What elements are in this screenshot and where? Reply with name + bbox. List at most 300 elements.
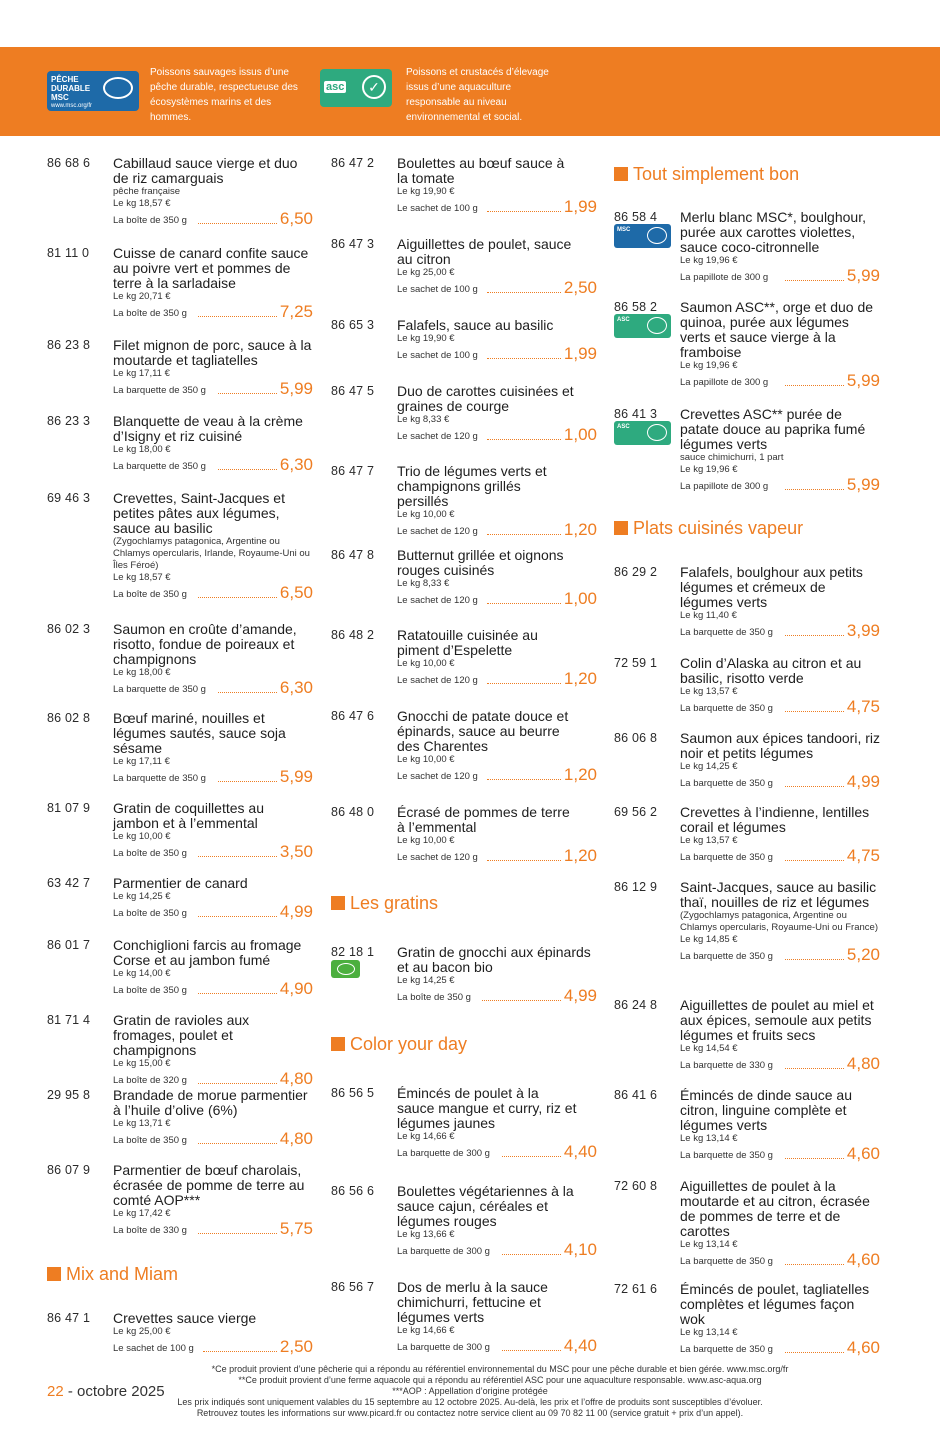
price-line — [680, 475, 880, 495]
product-unit: La barquette de 350 g — [113, 773, 206, 784]
product-code: 86 41 3 — [614, 407, 658, 421]
product-code: 86 47 2 — [331, 156, 375, 170]
price-line — [680, 371, 880, 391]
leader-dots — [218, 781, 277, 782]
product-price: 4,60 — [846, 1250, 880, 1269]
badge-text: ASC — [617, 424, 630, 430]
price-per-kg: Le kg 13,14 € — [680, 1327, 738, 1338]
product-price: 4,75 — [846, 846, 880, 865]
price-line — [397, 1336, 597, 1356]
product-unit: Le sachet de 100 g — [397, 284, 478, 295]
product-price: 1,99 — [563, 197, 597, 216]
product-code: 86 58 4 — [614, 210, 658, 224]
product-price: 1,20 — [563, 520, 597, 539]
product-unit: La papillote de 300 g — [680, 272, 769, 283]
product-code: 72 61 6 — [614, 1282, 658, 1296]
product-name: Cuisse de canard confite sauce au poivre vert et pommes de terre à la sarladaise — [113, 245, 309, 291]
product-name: Filet mignon de porc, sauce à la moutarde et tagliatelles — [113, 337, 312, 368]
product-origin: pêche française — [113, 186, 181, 197]
product-body — [397, 628, 597, 689]
product-unit: La barquette de 350 g — [680, 627, 773, 638]
price-per-kg: Le kg 11,40 € — [680, 610, 737, 621]
product-body — [680, 998, 880, 1074]
product-name: Émincés de poulet à la sauce mangue et curry, riz et légumes jaunes — [397, 1085, 577, 1131]
asc-logo-text: asc — [326, 81, 345, 93]
price-line — [113, 302, 313, 322]
product-unit: La barquette de 350 g — [113, 684, 206, 695]
product-price: 4,99 — [279, 902, 313, 921]
leader-dots — [502, 1254, 561, 1255]
leader-dots — [785, 786, 844, 787]
product-name: Gratin de gnocchi aux épinards et au bacon bio — [397, 944, 591, 975]
price-per-kg: Le kg 25,00 € — [113, 1326, 171, 1337]
leader-dots — [785, 635, 844, 636]
product-name: Gratin de ravioles aux fromages, poulet et champignons — [113, 1012, 250, 1058]
product-unit: Le sachet de 120 g — [397, 595, 478, 606]
price-line — [397, 669, 597, 689]
price-line — [680, 1144, 880, 1164]
product-price: 4,60 — [846, 1144, 880, 1163]
product-code: 86 56 5 — [331, 1086, 375, 1100]
product-name: Écrasé de pommes de terre à l’emmental — [397, 804, 570, 835]
asc-label-icon — [614, 421, 671, 445]
product-body — [397, 1086, 597, 1162]
product-unit: Le sachet de 120 g — [397, 526, 478, 537]
product-price: 5,99 — [846, 475, 880, 494]
product-body — [397, 464, 597, 540]
product-code: 86 23 8 — [47, 338, 91, 352]
product-body — [680, 210, 880, 286]
price-line — [397, 986, 597, 1006]
price-line — [680, 621, 880, 641]
leader-dots — [785, 860, 844, 861]
product-name: Crevettes sauce vierge — [113, 1310, 257, 1326]
product-origin: sauce chimichurri, 1 part — [680, 452, 784, 463]
product-price: 2,50 — [563, 278, 597, 297]
product-name: Trio de légumes verts et champignons grillés persillés — [397, 463, 547, 509]
product-origin: (Zygochlamys patagonica, Argentine ou Chlamys opercularis, Royaume-Uni ou France) — [680, 910, 878, 933]
product-body — [680, 805, 880, 866]
fish-check-icon — [103, 77, 133, 99]
product-name: Parmentier de canard — [113, 875, 248, 891]
product-unit: La papillote de 300 g — [680, 481, 769, 492]
leader-dots — [785, 711, 844, 712]
price-line — [113, 1219, 313, 1239]
price-per-kg: Le kg 18,00 € — [113, 444, 171, 455]
product-name: Gnocchi de patate douce et épinards, sauce au beurre des Charentes — [397, 708, 569, 754]
product-name: Brandade de morue parmentier à l’huile d’olive (6%) — [113, 1087, 308, 1118]
leader-dots — [502, 1156, 561, 1157]
product-body — [113, 414, 313, 475]
product-price: 4,40 — [563, 1142, 597, 1161]
product-unit: Le sachet de 100 g — [397, 203, 478, 214]
product-unit: La papillote de 300 g — [680, 377, 769, 388]
product-price: 4,90 — [279, 979, 313, 998]
leader-dots — [785, 385, 844, 386]
product-code: 86 47 3 — [331, 237, 375, 251]
leader-dots — [785, 489, 844, 490]
product-unit: Le sachet de 120 g — [397, 771, 478, 782]
product-price: 1,00 — [563, 589, 597, 608]
price-per-kg: Le kg 18,57 € — [113, 572, 171, 583]
product-unit: La boîte de 330 g — [113, 1225, 187, 1236]
price-per-kg: Le kg 17,11 € — [113, 368, 170, 379]
product-unit: La barquette de 350 g — [680, 1256, 773, 1267]
product-body — [113, 711, 313, 787]
price-line — [680, 1250, 880, 1270]
section-title: Plats cuisinés vapeur — [614, 518, 803, 539]
product-code: 86 41 6 — [614, 1088, 658, 1102]
msc-logo-url: www.msc.org/fr — [51, 103, 93, 109]
product-body — [113, 156, 313, 229]
product-code: 86 48 0 — [331, 805, 375, 819]
product-code: 86 24 8 — [614, 998, 658, 1012]
leader-dots — [785, 1264, 844, 1265]
product-name: Blanquette de veau à la crème d’Isigny et riz cuisiné — [113, 413, 303, 444]
price-line — [113, 455, 313, 475]
product-name: Émincés de dinde sauce au citron, linguine complète et légumes verts — [680, 1087, 852, 1133]
product-price: 4,99 — [846, 772, 880, 791]
product-body — [397, 805, 597, 866]
price-per-kg: Le kg 14,00 € — [113, 968, 171, 979]
product-unit: La boîte de 350 g — [113, 308, 187, 319]
product-body — [397, 548, 597, 609]
price-per-kg: Le kg 18,57 € — [113, 198, 171, 209]
price-per-kg: Le kg 14,25 € — [680, 761, 738, 772]
price-per-kg: Le kg 19,90 € — [397, 186, 455, 197]
price-per-kg: Le kg 19,96 € — [680, 464, 738, 475]
badge-text: MSC — [617, 227, 631, 233]
product-price: 6,50 — [279, 583, 313, 602]
product-unit: La barquette de 350 g — [680, 1344, 773, 1355]
check-icon: ✓ — [362, 75, 386, 99]
product-name: Merlu blanc MSC*, boulghour, purée aux carottes violettes, sauce coco-citronnelle — [680, 209, 866, 255]
product-code: 86 56 6 — [331, 1184, 375, 1198]
price-per-kg: Le kg 14,25 € — [113, 891, 171, 902]
price-per-kg: Le kg 19,96 € — [680, 255, 738, 266]
product-unit: La boîte de 350 g — [113, 589, 187, 600]
product-body — [680, 407, 880, 495]
price-line — [113, 979, 313, 999]
price-per-kg: Le kg 19,90 € — [397, 333, 455, 344]
footnote-msc: *Ce produit provient d’une pêcherie qui a répondu au référentiel environnemental du MSC pour une pêche durable et bien gérée. www.msc.org/fr — [211, 1364, 789, 1374]
product-price: 2,50 — [279, 1337, 313, 1356]
price-line — [680, 266, 880, 286]
leader-dots — [487, 439, 561, 440]
leader-dots — [198, 223, 277, 224]
footnote-aop: ***AOP : Appellation d’origine protégée — [392, 1386, 548, 1396]
msc-logo-text: PÊCHE DURABLE MSC — [51, 75, 91, 102]
price-per-kg: Le kg 13,14 € — [680, 1133, 738, 1144]
product-body — [397, 709, 597, 785]
header-banner — [0, 47, 940, 136]
product-price: 5,75 — [279, 1219, 313, 1238]
product-code: 81 11 0 — [47, 246, 90, 260]
product-name: Duo de carottes cuisinées et graines de courge — [397, 383, 574, 414]
leader-dots — [198, 1143, 277, 1144]
product-body — [680, 300, 880, 391]
price-per-kg: Le kg 20,71 € — [113, 291, 171, 302]
price-line — [113, 583, 313, 603]
price-per-kg: Le kg 17,11 € — [113, 756, 170, 767]
product-body — [680, 656, 880, 717]
product-name: Crevettes ASC** purée de patate douce au paprika fumé légumes verts — [680, 406, 866, 452]
leader-dots — [198, 916, 277, 917]
product-unit: Le sachet de 100 g — [113, 1343, 194, 1354]
product-body — [397, 318, 597, 364]
price-line — [397, 765, 597, 785]
price-per-kg: Le kg 8,33 € — [397, 414, 450, 425]
product-body — [113, 1013, 313, 1089]
product-name: Crevettes à l’indienne, lentilles corail et légumes — [680, 804, 870, 835]
product-code: 81 71 4 — [47, 1013, 91, 1027]
badge-ring — [337, 963, 355, 975]
product-unit: La barquette de 330 g — [680, 1060, 773, 1071]
product-unit: La barquette de 300 g — [397, 1246, 490, 1257]
product-name: Cabillaud sauce vierge et duo de riz camarguais — [113, 155, 298, 186]
product-body — [113, 491, 313, 603]
price-line — [397, 344, 597, 364]
leader-dots — [198, 1233, 277, 1234]
product-price: 3,50 — [279, 842, 313, 861]
price-per-kg: Le kg 14,54 € — [680, 1043, 738, 1054]
product-price: 5,20 — [846, 945, 880, 964]
price-per-kg: Le kg 10,00 € — [397, 509, 455, 520]
product-code: 72 59 1 — [614, 656, 658, 670]
product-code: 86 58 2 — [614, 300, 658, 314]
product-price: 1,20 — [563, 846, 597, 865]
product-code: 86 12 9 — [614, 880, 658, 894]
product-unit: La barquette de 350 g — [680, 1150, 773, 1161]
footnotes — [150, 1364, 790, 1419]
product-code: 82 18 1 — [331, 945, 375, 959]
product-price: 1,99 — [563, 344, 597, 363]
price-line — [397, 197, 597, 217]
price-line — [397, 1142, 597, 1162]
product-price: 4,80 — [279, 1129, 313, 1148]
product-body — [397, 384, 597, 445]
price-line — [397, 425, 597, 445]
product-name: Émincés de poulet, tagliatelles complètes et légumes façon wok — [680, 1281, 870, 1327]
leader-dots — [785, 1352, 844, 1353]
product-price: 6,30 — [279, 455, 313, 474]
product-name: Crevettes, Saint-Jacques et petites pâtes aux légumes, sauce au basilic — [113, 490, 285, 536]
product-name: Falafels, boulghour aux petits légumes et crémeux de légumes verts — [680, 564, 863, 610]
product-body — [113, 876, 313, 922]
asc-logo — [320, 69, 392, 107]
footnote-prices: Les prix indiqués sont uniquement valables du 15 septembre au 12 octobre 2025. Au-delà, les prix et l’offre de produits sont susceptibles d’évoluer. — [177, 1397, 763, 1407]
price-line — [680, 846, 880, 866]
product-name: Falafels, sauce au basilic — [397, 317, 554, 333]
product-unit: La barquette de 300 g — [397, 1148, 490, 1159]
product-name: Aiguillettes de poulet à la moutarde et au citron, écrasée de pommes de terre et de carottes — [680, 1178, 870, 1239]
product-price: 5,99 — [279, 379, 313, 398]
price-line — [680, 697, 880, 717]
leader-dots — [218, 393, 277, 394]
product-unit: La barquette de 350 g — [113, 385, 206, 396]
product-code: 63 42 7 — [47, 876, 91, 890]
price-line — [397, 278, 597, 298]
product-unit: La barquette de 350 g — [113, 461, 206, 472]
product-unit: La boîte de 320 g — [113, 1075, 187, 1086]
price-line — [397, 846, 597, 866]
product-price: 4,40 — [563, 1336, 597, 1355]
badge-ring — [647, 317, 667, 334]
product-unit: Le sachet de 120 g — [397, 431, 478, 442]
product-code: 29 95 8 — [47, 1088, 91, 1102]
product-name: Saumon en croûte d’amande, risotto, fondue de poireaux et champignons — [113, 621, 297, 667]
product-unit: La boîte de 350 g — [113, 848, 187, 859]
price-line — [113, 209, 313, 229]
page-number — [47, 1383, 165, 1400]
product-unit: La barquette de 350 g — [680, 703, 773, 714]
price-line — [680, 945, 880, 965]
product-body — [113, 338, 313, 399]
price-line — [680, 772, 880, 792]
product-name: Colin d’Alaska au citron et au basilic, risotto verde — [680, 655, 862, 686]
product-code: 86 68 6 — [47, 156, 91, 170]
asc-label-icon — [614, 314, 671, 338]
product-code: 72 60 8 — [614, 1179, 658, 1193]
section-title: Mix and Miam — [47, 1264, 178, 1285]
product-body — [113, 1311, 313, 1357]
footnote-contact: Retrouvez toutes les informations sur www.picard.fr ou contactez notre service client au 09 70 82 11 00 (service gratuit + prix d’un appel). — [196, 1408, 744, 1418]
product-name: Conchiglioni farcis au fromage Corse et au jambon fumé — [113, 937, 302, 968]
product-name: Saint-Jacques, sauce au basilic thaï, nouilles de riz et légumes — [680, 879, 877, 910]
leader-dots — [203, 1351, 277, 1352]
product-code: 86 48 2 — [331, 628, 375, 642]
leader-dots — [482, 1000, 561, 1001]
product-name: Saumon ASC**, orge et duo de quinoa, purée aux légumes verts et sauce vierge à la framboise — [680, 299, 874, 360]
price-line — [113, 902, 313, 922]
product-price: 5,99 — [846, 266, 880, 285]
product-price: 4,75 — [846, 697, 880, 716]
product-unit: La boîte de 350 g — [113, 985, 187, 996]
product-price: 1,20 — [563, 765, 597, 784]
leader-dots — [198, 993, 277, 994]
product-body — [113, 1088, 313, 1149]
product-unit: La boîte de 350 g — [113, 1135, 187, 1146]
product-body — [680, 1088, 880, 1164]
leader-dots — [502, 1350, 561, 1351]
product-code: 86 65 3 — [331, 318, 375, 332]
product-body — [397, 945, 597, 1006]
product-unit: La boîte de 350 g — [397, 992, 471, 1003]
product-code: 86 29 2 — [614, 565, 658, 579]
product-name: Dos de merlu à la sauce chimichurri, fettucine et légumes verts — [397, 1279, 548, 1325]
product-price: 6,30 — [279, 678, 313, 697]
price-per-kg: Le kg 10,00 € — [397, 835, 455, 846]
asc-description: Poissons et crustacés d’élevage issus d’une aquaculture responsable au niveau environnemental et social. — [406, 67, 549, 123]
leader-dots — [785, 1158, 844, 1159]
price-line — [113, 767, 313, 787]
product-body — [113, 1163, 313, 1239]
product-price: 4,80 — [279, 1069, 313, 1088]
product-price: 1,00 — [563, 425, 597, 444]
price-per-kg: Le kg 14,25 € — [397, 975, 455, 986]
msc-description: Poissons sauvages issus d’une pêche durable, respectueuse des écosystèmes marins et des hommes. — [150, 67, 298, 123]
product-body — [113, 246, 313, 322]
leader-dots — [785, 959, 844, 960]
footnote-asc: **Ce produit provient d’une ferme aquacole qui a répondu au référentiel ASC pour une aquaculture responsable. www.asc-aqua.org — [238, 1375, 762, 1385]
product-code: 86 47 5 — [331, 384, 375, 398]
product-name: Bœuf mariné, nouilles et légumes sautés, sauce soja sésame — [113, 710, 286, 756]
product-code: 86 56 7 — [331, 1280, 375, 1294]
leader-dots — [487, 860, 561, 861]
product-code: 86 47 1 — [47, 1311, 91, 1325]
product-body — [397, 1184, 597, 1260]
product-body — [397, 156, 597, 217]
price-line — [113, 678, 313, 698]
product-code: 86 01 7 — [47, 938, 91, 952]
leader-dots — [487, 211, 561, 212]
product-unit: Le sachet de 120 g — [397, 675, 478, 686]
product-body — [680, 565, 880, 641]
product-body — [680, 1282, 880, 1358]
price-per-kg: Le kg 10,00 € — [397, 658, 455, 669]
leader-dots — [785, 1068, 844, 1069]
leader-dots — [487, 358, 561, 359]
product-body — [113, 622, 313, 698]
product-price: 7,25 — [279, 302, 313, 321]
product-name: Boulettes végétariennes à la sauce cajun, céréales et légumes rouges — [397, 1183, 574, 1229]
price-per-kg: Le kg 14,66 € — [397, 1131, 455, 1142]
leader-dots — [218, 692, 277, 693]
product-code: 69 56 2 — [614, 805, 658, 819]
product-code: 86 07 9 — [47, 1163, 91, 1177]
price-per-kg: Le kg 13,71 € — [113, 1118, 171, 1129]
product-body — [680, 880, 880, 965]
product-price: 5,99 — [279, 767, 313, 786]
product-body — [680, 731, 880, 792]
price-per-kg: Le kg 14,66 € — [397, 1325, 455, 1336]
product-body — [397, 1280, 597, 1356]
leader-dots — [487, 534, 561, 535]
price-per-kg: Le kg 13,66 € — [397, 1229, 455, 1240]
leader-dots — [487, 779, 561, 780]
leader-dots — [198, 316, 277, 317]
product-body — [397, 237, 597, 298]
price-line — [113, 1129, 313, 1149]
product-name: Gratin de coquillettes au jambon et à l’emmental — [113, 800, 264, 831]
product-unit: La barquette de 350 g — [680, 951, 773, 962]
price-line — [680, 1338, 880, 1358]
msc-logo — [47, 71, 139, 111]
price-per-kg: Le kg 17,42 € — [113, 1208, 171, 1219]
product-code: 86 47 8 — [331, 548, 375, 562]
product-body — [680, 1179, 880, 1270]
product-name: Aiguillettes de poulet, sauce au citron — [397, 236, 572, 267]
leader-dots — [198, 1083, 277, 1084]
leader-dots — [785, 280, 844, 281]
product-unit: Le sachet de 120 g — [397, 852, 478, 863]
product-price: 5,99 — [846, 371, 880, 390]
product-code: 86 47 6 — [331, 709, 375, 723]
price-line — [113, 1337, 313, 1357]
page-number-value: 22 — [47, 1383, 64, 1400]
product-price: 4,99 — [563, 986, 597, 1005]
product-price: 4,10 — [563, 1240, 597, 1259]
bio-label-icon — [331, 960, 360, 978]
msc-label-icon — [614, 224, 671, 248]
section-title: Tout simplement bon — [614, 164, 799, 185]
badge-text: ASC — [617, 317, 630, 323]
price-per-kg: Le kg 15,00 € — [113, 1058, 171, 1069]
product-price: 6,50 — [279, 209, 313, 228]
product-body — [113, 801, 313, 862]
product-unit: Le sachet de 100 g — [397, 350, 478, 361]
product-price: 4,60 — [846, 1338, 880, 1357]
